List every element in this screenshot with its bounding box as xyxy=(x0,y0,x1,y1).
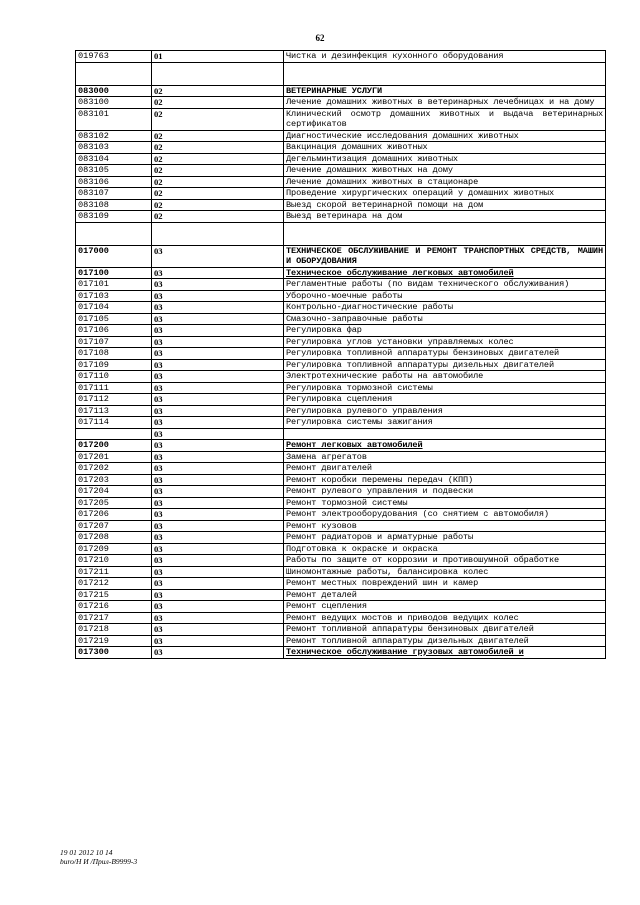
service-name-text: Электротехнические работы на автомобиле xyxy=(286,371,484,381)
group-code: 03 xyxy=(152,302,284,314)
service-name-text: ТЕХНИЧЕСКОЕ ОБСЛУЖИВАНИЕ И РЕМОНТ ТРАНСПОРТНЫХ СРЕДСТВ, МАШИН И ОБОРУДОВАНИЯ xyxy=(286,245,603,266)
service-name xyxy=(284,336,606,348)
service-code: 017113 xyxy=(76,405,152,417)
service-name xyxy=(284,279,606,291)
service-name xyxy=(284,543,606,555)
group-code: 03 xyxy=(152,520,284,532)
service-name-text: Ремонт двигателей xyxy=(286,463,372,473)
group-code: 03 xyxy=(152,624,284,636)
service-code: 017101 xyxy=(76,279,152,291)
service-code: 017105 xyxy=(76,313,152,325)
table-row xyxy=(76,165,606,177)
service-name xyxy=(284,405,606,417)
service-name xyxy=(284,635,606,647)
group-code: 03 xyxy=(152,555,284,567)
table-row xyxy=(76,589,606,601)
table-row xyxy=(76,497,606,509)
service-code: 017210 xyxy=(76,555,152,567)
service-name xyxy=(284,520,606,532)
group-code: 02 xyxy=(152,85,284,97)
group-code: 03 xyxy=(152,532,284,544)
group-code: 03 xyxy=(152,589,284,601)
table-row xyxy=(76,382,606,394)
service-code: 017201 xyxy=(76,451,152,463)
table-row xyxy=(76,474,606,486)
service-name-text: Ремонт электрооборудования (со снятием с автомобиля) xyxy=(286,509,549,519)
service-name-text: Проведение хирургических операций у домашних животных xyxy=(286,188,555,198)
service-name-text: Чистка и дезинфекция кухонного оборудования xyxy=(286,51,504,61)
group-code: 03 xyxy=(152,279,284,291)
service-name xyxy=(284,612,606,624)
service-code: 017215 xyxy=(76,589,152,601)
service-name-text: Лечение домашних животных на дому xyxy=(286,165,453,175)
service-name-text: Регулировка тормозной системы xyxy=(286,382,433,393)
service-name xyxy=(284,566,606,578)
table-row xyxy=(76,543,606,555)
service-name xyxy=(284,589,606,601)
service-name xyxy=(284,371,606,383)
footer xyxy=(60,848,137,866)
service-name-text: Ремонт коробки перемены передач (КПП) xyxy=(286,474,474,485)
group-code: 02 xyxy=(152,130,284,142)
service-name xyxy=(284,474,606,486)
service-name xyxy=(284,359,606,371)
service-name xyxy=(284,440,606,452)
table-row xyxy=(76,302,606,314)
group-code: 03 xyxy=(152,451,284,463)
group-code: 03 xyxy=(152,543,284,555)
service-name xyxy=(284,348,606,360)
group-code: 01 xyxy=(152,51,284,63)
table-row xyxy=(76,199,606,211)
table-row xyxy=(76,578,606,590)
table-row xyxy=(76,130,606,142)
group-code: 03 xyxy=(152,474,284,486)
service-name xyxy=(284,463,606,475)
group-code: 02 xyxy=(152,142,284,154)
group-code: 03 xyxy=(152,440,284,452)
classifier-table xyxy=(75,50,606,659)
group-code: 03 xyxy=(152,336,284,348)
service-code: 083104 xyxy=(76,153,152,165)
footer-date: 19 01 2012 10 14 xyxy=(60,848,113,857)
service-name-text: Ремонт деталей xyxy=(286,589,357,600)
empty-cell xyxy=(152,222,284,245)
group-code: 03 xyxy=(152,325,284,337)
empty-cell xyxy=(76,62,152,85)
service-code: 083105 xyxy=(76,165,152,177)
service-name xyxy=(284,176,606,188)
service-name-text: Ремонт радиаторов и арматурные работы xyxy=(286,532,474,542)
service-code: 017108 xyxy=(76,348,152,360)
service-name-text: Ремонт топливной аппаратуры дизельных двигателей xyxy=(286,635,529,646)
service-code: 083100 xyxy=(76,97,152,109)
blank-row xyxy=(76,62,606,85)
service-code: 017112 xyxy=(76,394,152,406)
table-row xyxy=(76,417,606,429)
table-row xyxy=(76,176,606,188)
table-row xyxy=(76,566,606,578)
service-name-text: Клинический осмотр домашних животных и выдача ветеринарных сертификатов xyxy=(286,108,603,129)
service-name-text: Дегельминтизация домашних животных xyxy=(286,153,458,164)
service-code: 017204 xyxy=(76,486,152,498)
group-code: 03 xyxy=(152,382,284,394)
service-code: 017104 xyxy=(76,302,152,314)
service-name xyxy=(284,624,606,636)
group-code: 03 xyxy=(152,509,284,521)
service-code: 017100 xyxy=(76,267,152,279)
service-name xyxy=(284,486,606,498)
table-row xyxy=(76,555,606,567)
table-row xyxy=(76,279,606,291)
service-code: 083106 xyxy=(76,176,152,188)
table-row xyxy=(76,371,606,383)
service-code: 017111 xyxy=(76,382,152,394)
service-name-text: Регулировка топливной аппаратуры бензиновых двигателей xyxy=(286,348,560,358)
service-code: 017218 xyxy=(76,624,152,636)
group-code: 02 xyxy=(152,153,284,165)
group-code: 03 xyxy=(152,371,284,383)
table-row xyxy=(76,108,606,130)
service-name xyxy=(284,130,606,142)
group-code: 03 xyxy=(152,417,284,429)
table-row xyxy=(76,394,606,406)
service-name xyxy=(284,211,606,223)
table-row xyxy=(76,313,606,325)
service-code: 017106 xyxy=(76,325,152,337)
blank-row xyxy=(76,222,606,245)
group-code: 03 xyxy=(152,405,284,417)
group-code: 03 xyxy=(152,290,284,302)
service-code: 017110 xyxy=(76,371,152,383)
table-row xyxy=(76,463,606,475)
service-code: 017219 xyxy=(76,635,152,647)
service-name xyxy=(284,578,606,590)
service-name xyxy=(284,325,606,337)
service-name xyxy=(284,497,606,509)
table-row xyxy=(76,647,606,659)
service-code: 083103 xyxy=(76,142,152,154)
service-name xyxy=(284,142,606,154)
service-name xyxy=(284,51,606,63)
empty-cell xyxy=(76,222,152,245)
table-row xyxy=(76,359,606,371)
service-name-text: Диагностические исследования домашних животных xyxy=(286,130,519,141)
service-name-text: Ремонт рулевого управления и подвески xyxy=(286,486,474,496)
service-code xyxy=(76,428,152,440)
service-code: 017211 xyxy=(76,566,152,578)
page-number: 62 xyxy=(315,33,325,43)
service-name-text: Ремонт местных повреждений шин и камер xyxy=(286,578,479,588)
service-code: 017208 xyxy=(76,532,152,544)
table-row xyxy=(76,509,606,521)
table-row xyxy=(76,348,606,360)
group-code: 02 xyxy=(152,165,284,177)
service-name-text: Техническое обслуживание грузовых автомобилей и xyxy=(286,647,524,657)
service-name xyxy=(284,555,606,567)
service-name xyxy=(284,153,606,165)
service-name-text: Регулировка системы зажигания xyxy=(286,417,433,427)
table-row xyxy=(76,336,606,348)
service-code: 083101 xyxy=(76,108,152,130)
table-row xyxy=(76,245,606,267)
service-name-text: Подготовка к окраске и окраска xyxy=(286,543,438,554)
service-code: 017206 xyxy=(76,509,152,521)
service-code: 017300 xyxy=(76,647,152,659)
service-name-text: Лечение домашних животных в ветеринарных лечебницах и на дому xyxy=(286,97,595,107)
service-code: 017209 xyxy=(76,543,152,555)
empty-cell xyxy=(284,222,606,245)
table-row xyxy=(76,612,606,624)
service-name-text: Регламентные работы (по видам технического обслуживания) xyxy=(286,279,570,289)
service-code: 017202 xyxy=(76,463,152,475)
group-code: 03 xyxy=(152,647,284,659)
footer-path: buro/Н И /Прил-В9999-3 xyxy=(60,857,138,866)
group-code: 03 xyxy=(152,612,284,624)
service-code: 017217 xyxy=(76,612,152,624)
service-code: 017103 xyxy=(76,290,152,302)
service-name-text: Замена агрегатов xyxy=(286,451,367,462)
service-code: 017107 xyxy=(76,336,152,348)
service-code: 083107 xyxy=(76,188,152,200)
table-row xyxy=(76,188,606,200)
service-name xyxy=(284,417,606,429)
service-code: 017207 xyxy=(76,520,152,532)
service-name-text: Контрольно-диагностические работы xyxy=(286,302,453,312)
service-name-text: Ремонт тормозной системы xyxy=(286,497,408,508)
service-name xyxy=(284,245,606,267)
service-name-text: Регулировка рулевого управления xyxy=(286,405,443,416)
table-row xyxy=(76,405,606,417)
table-row xyxy=(76,51,606,63)
empty-cell xyxy=(284,62,606,85)
service-name-text: Лечение домашних животных в стационаре xyxy=(286,176,479,187)
service-name-text: Выезд скорой ветеринарной помощи на дом xyxy=(286,199,484,210)
group-code: 03 xyxy=(152,486,284,498)
service-code: 019763 xyxy=(76,51,152,63)
table-row xyxy=(76,153,606,165)
group-code: 03 xyxy=(152,601,284,613)
service-name xyxy=(284,267,606,279)
service-name xyxy=(284,382,606,394)
service-name-text: Ремонт кузовов xyxy=(286,520,357,531)
table-row xyxy=(76,142,606,154)
service-code: 017200 xyxy=(76,440,152,452)
table-row xyxy=(76,85,606,97)
service-name-text: Ремонт топливной аппаратуры бензиновых двигателей xyxy=(286,624,534,634)
group-code: 03 xyxy=(152,463,284,475)
service-name xyxy=(284,428,606,440)
service-name-text: Ремонт легковых автомобилей xyxy=(286,440,423,450)
table-row xyxy=(76,325,606,337)
service-name xyxy=(284,165,606,177)
service-name-text: Ремонт сцепления xyxy=(286,601,367,611)
service-name-text: Выезд ветеринара на дом xyxy=(286,211,403,221)
group-code: 02 xyxy=(152,97,284,109)
service-name xyxy=(284,532,606,544)
service-name xyxy=(284,601,606,613)
service-name-text: Шиномонтажные работы, балансировка колес xyxy=(286,566,489,577)
table-row xyxy=(76,97,606,109)
service-name xyxy=(284,85,606,97)
service-code: 017205 xyxy=(76,497,152,509)
group-code: 02 xyxy=(152,199,284,211)
empty-cell xyxy=(152,62,284,85)
table-row xyxy=(76,428,606,440)
group-code: 02 xyxy=(152,211,284,223)
service-code: 017212 xyxy=(76,578,152,590)
service-name-text: Ремонт ведущих мостов и приводов ведущих колес xyxy=(286,612,519,623)
table-row xyxy=(76,624,606,636)
service-name-text: Смазочно-заправочные работы xyxy=(286,313,423,324)
group-code: 03 xyxy=(152,566,284,578)
service-name xyxy=(284,290,606,302)
service-name xyxy=(284,199,606,211)
table-row xyxy=(76,267,606,279)
table-row xyxy=(76,520,606,532)
service-name-text: Регулировка углов установки управляемых колес xyxy=(286,336,514,347)
service-code: 083108 xyxy=(76,199,152,211)
service-name xyxy=(284,97,606,109)
group-code: 03 xyxy=(152,348,284,360)
service-name-text: Регулировка топливной аппаратуры дизельных двигателей xyxy=(286,359,555,370)
table-row xyxy=(76,635,606,647)
group-code: 03 xyxy=(152,267,284,279)
service-name xyxy=(284,302,606,314)
group-code: 03 xyxy=(152,359,284,371)
service-code: 083000 xyxy=(76,85,152,97)
service-name-text: Вакцинация домашних животных xyxy=(286,142,428,152)
group-code: 03 xyxy=(152,428,284,440)
table-row xyxy=(76,211,606,223)
service-name xyxy=(284,451,606,463)
table-row xyxy=(76,532,606,544)
table-row xyxy=(76,601,606,613)
group-code: 03 xyxy=(152,245,284,267)
service-name-text: Работы по защите от коррозии и противошумной обработке xyxy=(286,555,560,565)
service-code: 017114 xyxy=(76,417,152,429)
group-code: 03 xyxy=(152,497,284,509)
group-code: 03 xyxy=(152,313,284,325)
group-code: 02 xyxy=(152,108,284,130)
group-code: 03 xyxy=(152,635,284,647)
group-code: 02 xyxy=(152,176,284,188)
service-code: 017216 xyxy=(76,601,152,613)
service-name xyxy=(284,108,606,130)
group-code: 02 xyxy=(152,188,284,200)
service-name xyxy=(284,394,606,406)
service-code: 017000 xyxy=(76,245,152,267)
table-row xyxy=(76,486,606,498)
service-name xyxy=(284,188,606,200)
table-row xyxy=(76,290,606,302)
service-name-text: Регулировка сцепления xyxy=(286,394,393,404)
service-name-text: ВЕТЕРИНАРНЫЕ УСЛУГИ xyxy=(286,85,383,96)
group-code: 03 xyxy=(152,394,284,406)
table-row xyxy=(76,440,606,452)
service-name-text: Техническое обслуживание легковых автомобилей xyxy=(286,267,514,278)
service-code: 017109 xyxy=(76,359,152,371)
service-name-text: Уборочно-моечные работы xyxy=(286,290,403,301)
service-code: 083102 xyxy=(76,130,152,142)
service-name xyxy=(284,313,606,325)
group-code: 03 xyxy=(152,578,284,590)
service-name xyxy=(284,509,606,521)
service-code: 083109 xyxy=(76,211,152,223)
table-row xyxy=(76,451,606,463)
service-name-text: Регулировка фар xyxy=(286,325,362,335)
service-name xyxy=(284,647,606,659)
service-code: 017203 xyxy=(76,474,152,486)
